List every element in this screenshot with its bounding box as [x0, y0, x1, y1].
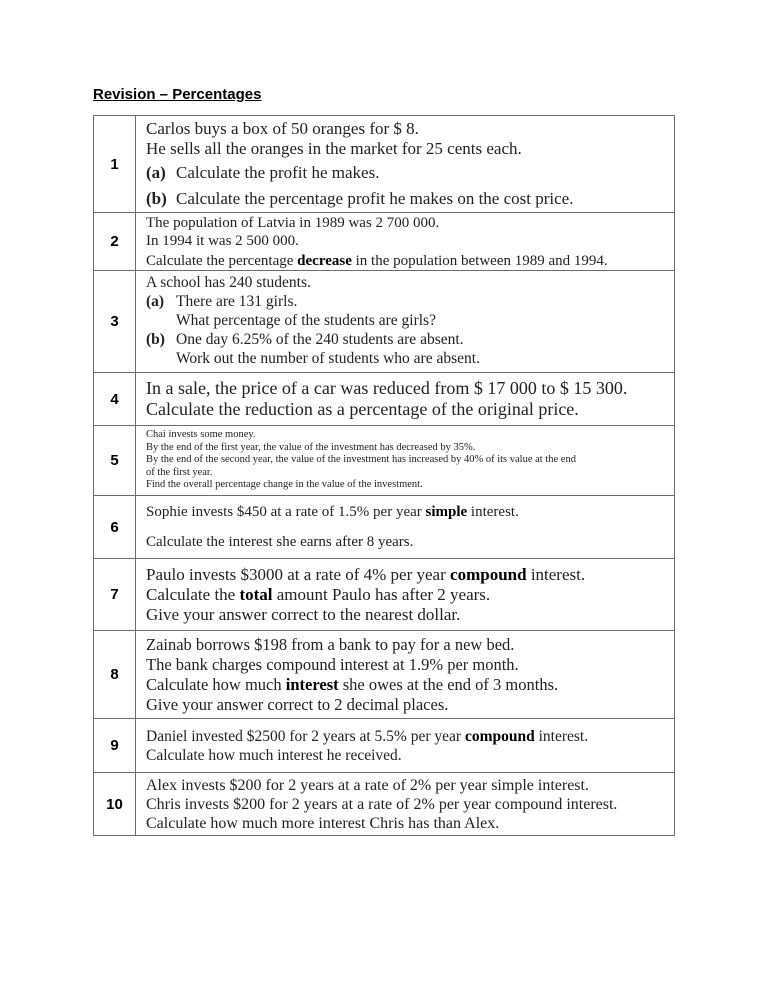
- question-number: 8: [94, 631, 136, 719]
- page-title: Revision – Percentages: [93, 86, 262, 103]
- question-number: 2: [94, 213, 136, 271]
- question-text: Sophie invests $450 at a rate of 1.5% per year simple interest. Calculate the interest she earns after 8 years.: [136, 496, 675, 559]
- question-number: 6: [94, 496, 136, 559]
- question-row: [94, 559, 675, 631]
- question-row: [94, 116, 675, 213]
- question-number: 7: [94, 559, 136, 631]
- question-text: Chai invests some money. By the end of the first year, the value of the investment has decreased by 35%. By the end of the second year, the value of the investment has increased by 40% of its value at the end of the first year. Find the overall percentage change in the value of the investment.: [136, 426, 675, 496]
- question-text: In a sale, the price of a car was reduced from $ 17 000 to $ 15 300. Calculate the reduction as a percentage of the original price.: [136, 373, 675, 426]
- question-text: Zainab borrows $198 from a bank to pay for a new bed. The bank charges compound interest at 1.9% per month. Calculate how much interest she owes at the end of 3 months. Give your answer correct to 2 decimal places.: [136, 631, 675, 719]
- question-row: [94, 426, 675, 496]
- question-text: Paulo invests $3000 at a rate of 4% per year compound interest. Calculate the total amount Paulo has after 2 years. Give your answer correct to the nearest dollar.: [136, 559, 675, 631]
- question-text: Daniel invested $2500 for 2 years at 5.5% per year compound interest. Calculate how much interest he received.: [136, 719, 675, 773]
- question-text: Carlos buys a box of 50 oranges for $ 8. He sells all the oranges in the market for 25 cents each. (a) Calculate the profit he makes. (b) Calculate the percentage profit he makes on the cost price.: [136, 116, 675, 213]
- question-number: 1: [94, 116, 136, 213]
- question-row: [94, 719, 675, 773]
- question-number: 3: [94, 271, 136, 373]
- question-row: [94, 631, 675, 719]
- question-text: The population of Latvia in 1989 was 2 700 000. In 1994 it was 2 500 000. Calculate the percentage decrease in the population between 1989 and 1994.: [136, 213, 675, 271]
- question-row: [94, 773, 675, 836]
- questions-table: [93, 115, 675, 836]
- question-number: 9: [94, 719, 136, 773]
- question-text: Alex invests $200 for 2 years at a rate of 2% per year simple interest. Chris invests $200 for 2 years at a rate of 2% per year compound interest. Calculate how much more interest Chris has than Alex.: [136, 773, 675, 836]
- question-row: [94, 271, 675, 373]
- question-row: [94, 213, 675, 271]
- question-number: 4: [94, 373, 136, 426]
- question-number: 10: [94, 773, 136, 836]
- question-text: A school has 240 students. (a) There are 131 girls. What percentage of the students are girls? (b) One day 6.25% of the 240 students are absent. Work out the number of students who are absent.: [136, 271, 675, 373]
- question-row: [94, 373, 675, 426]
- question-row: [94, 496, 675, 559]
- question-number: 5: [94, 426, 136, 496]
